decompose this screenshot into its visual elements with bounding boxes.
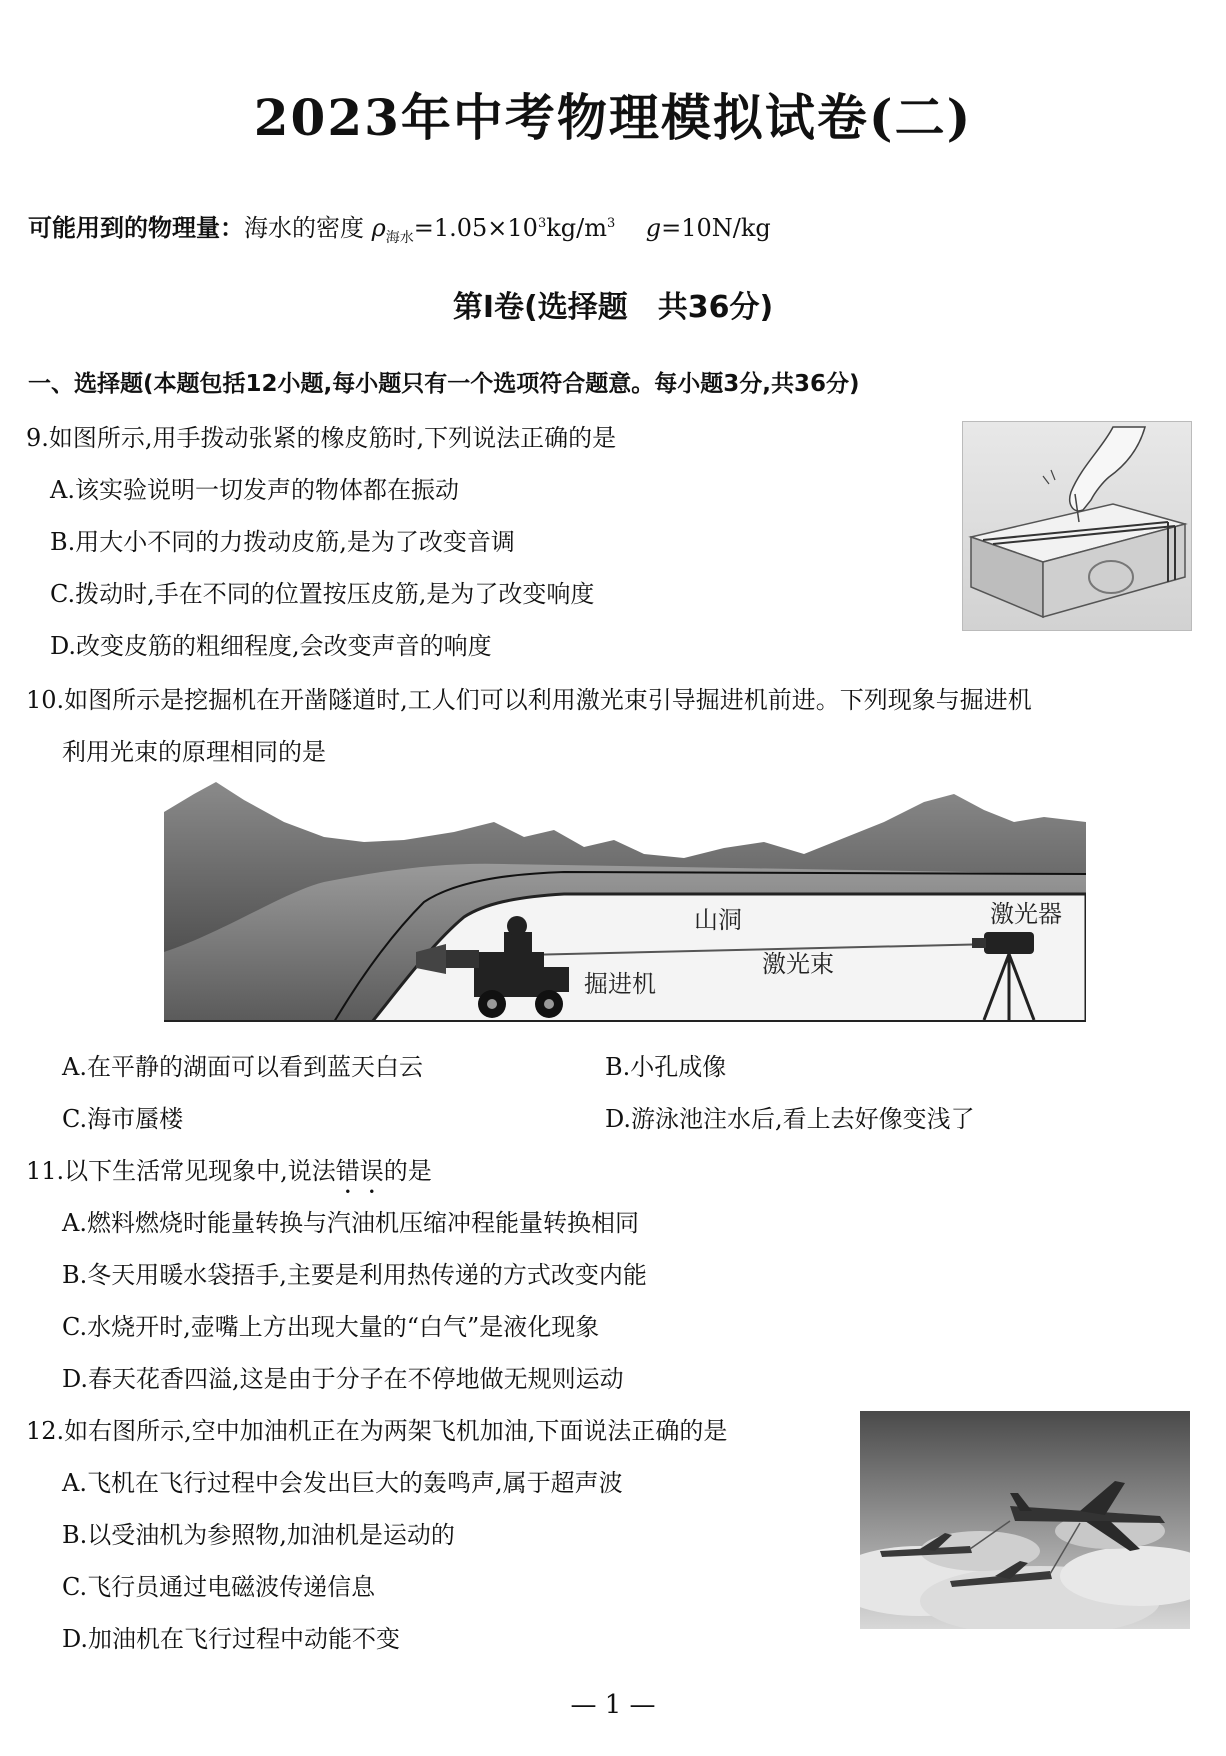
question-12-option-b: B.以受油机为参照物,加油机是运动的	[62, 1521, 455, 1549]
density-unit-exponent: 3	[606, 216, 616, 231]
density-text: 海水的密度	[244, 214, 364, 242]
rho-symbol: ρ	[371, 214, 386, 242]
question-12-option-d: D.加油机在飞行过程中动能不变	[62, 1625, 401, 1653]
question-10-option-a: A.在平静的湖面可以看到蓝天白云	[62, 1053, 423, 1081]
density-unit: kg/m	[546, 214, 607, 242]
aerial-refueling-photo	[860, 1411, 1190, 1629]
g-value: =10N/kg	[661, 214, 771, 242]
question-9-stem: 9.如图所示,用手拨动张紧的橡皮筋时,下列说法正确的是	[26, 424, 617, 452]
rho-subscript: 海水	[385, 229, 414, 246]
density-value: =1.05×10	[413, 214, 538, 242]
question-12-option-a: A.飞机在飞行过程中会发出巨大的轰鸣声,属于超声波	[62, 1469, 623, 1497]
label-cave: 山洞	[694, 906, 742, 934]
question-10-option-d: D.游泳池注水后,看上去好像变浅了	[605, 1105, 975, 1133]
physical-constants	[28, 208, 771, 247]
question-11-option-d: D.春天花香四溢,这是由于分子在不停地做无规则运动	[62, 1365, 624, 1393]
question-10-option-c: C.海市蜃楼	[62, 1105, 184, 1133]
question-11-stem-emphasis: 错误	[335, 1157, 384, 1185]
question-11-stem-post: 的是	[383, 1157, 432, 1185]
question-11-option-b: B.冬天用暖水袋捂手,主要是利用热传递的方式改变内能	[62, 1261, 647, 1289]
question-9-option-c: C.拨动时,手在不同的位置按压皮筋,是为了改变响度	[50, 580, 595, 608]
question-11-stem	[26, 1151, 432, 1199]
section-title: 第Ⅰ卷(选择题 共36分)	[452, 290, 774, 325]
question-9-option-d: D.改变皮筋的粗细程度,会改变声音的响度	[50, 632, 492, 660]
question-10-stem-line2: 利用光束的原理相同的是	[62, 738, 326, 766]
g-symbol: g	[645, 214, 662, 242]
label-laser: 激光器	[990, 900, 1062, 928]
question-10-option-b: B.小孔成像	[605, 1053, 727, 1081]
question-12-option-c: C.飞行员通过电磁波传递信息	[62, 1573, 376, 1601]
question-11-option-a: A.燃料燃烧时能量转换与汽油机压缩冲程能量转换相同	[62, 1209, 639, 1237]
question-10-stem-line1: 10.如图所示是挖掘机在开凿隧道时,工人们可以利用激光束引导掘进机前进。下列现象与掘进机	[26, 686, 1032, 714]
tunnel-laser-figure	[164, 782, 1086, 1022]
constants-label: 可能用到的物理量：	[28, 214, 244, 242]
question-12-stem: 12.如右图所示,空中加油机正在为两架飞机加油,下面说法正确的是	[26, 1417, 728, 1445]
label-tunnel-machine: 掘进机	[584, 970, 656, 998]
question-11-option-c: C.水烧开时,壶嘴上方出现大量的“白气”是液化现象	[62, 1313, 600, 1341]
question-11-stem-pre: 11.以下生活常见现象中,说法	[26, 1157, 336, 1185]
rubber-band-box-figure	[962, 421, 1192, 631]
density-exponent: 3	[537, 216, 547, 231]
label-laser-beam: 激光束	[762, 950, 834, 978]
page-number: — 1 —	[570, 1690, 656, 1720]
page-title: 2023年中考物理模拟试卷(二)	[253, 88, 973, 147]
section-instruction: 一、选择题(本题包括12小题,每小题只有一个选项符合题意。每小题3分,共36分)	[28, 371, 860, 397]
question-9-option-b: B.用大小不同的力拨动皮筋,是为了改变音调	[50, 528, 515, 556]
question-9-option-a: A.该实验说明一切发声的物体都在振动	[50, 476, 459, 504]
